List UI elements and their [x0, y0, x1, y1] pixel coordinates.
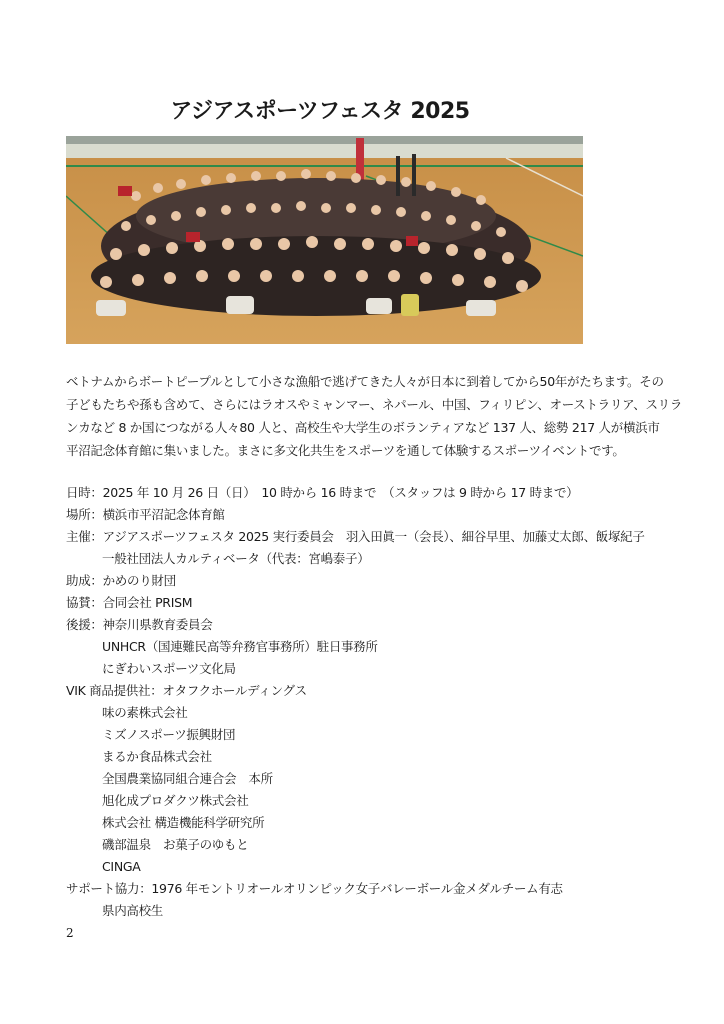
event-details	[66, 482, 666, 922]
event-cooperation-item: 県内高校生	[102, 903, 164, 918]
vik-item: 旭化成プロダクツ株式会社	[102, 793, 249, 808]
vik-item: まるか食品株式会社	[102, 749, 212, 764]
group-photo	[66, 136, 583, 344]
event-vik-provider: VIK 商品提供社：オタフクホールディングス	[66, 683, 307, 698]
intro-line: 平沼記念体育館に集いました。まさに多文化共生をスポーツを通して体験するスポーツイベントです。	[66, 443, 625, 458]
intro-line: ンカなど 8 か国につながる人々80 人と、高校生や大学生のボランティアなど 137 人、総勢 217 人が横浜市	[66, 420, 660, 435]
page-title: アジアスポーツフェスタ 2025	[170, 99, 470, 124]
event-place: 場所：横浜市平沼記念体育館	[66, 507, 225, 522]
intro-line: 子どもたちや孫も含めて、さらにはラオスやミャンマー、ネパール、中国、フィリピン、オーストラリア、スリラ	[66, 397, 683, 412]
vik-item: ミズノスポーツ振興財団	[102, 727, 236, 742]
vik-item: 株式会社 構造機能科学研究所	[102, 815, 265, 830]
vik-item: 磯部温泉 お菓子のゆもと	[102, 837, 249, 852]
event-sponsor: 協賛：合同会社 PRISM	[66, 595, 193, 610]
page-number: 2	[66, 926, 74, 940]
intro-paragraph	[66, 370, 683, 462]
event-support: 後援：神奈川県教育委員会	[66, 617, 213, 632]
event-support-item: にぎわいスポーツ文化局	[102, 661, 236, 676]
event-date: 日時：2025 年 10 月 26 日（日） 10 時から 16 時まで （スタッフは 9 時から 17 時まで）	[66, 485, 579, 500]
event-support-item: UNHCR（国連難民高等弁務官事務所）駐日事務所	[102, 639, 378, 654]
intro-line: ベトナムからボートピープルとして小さな漁船で逃げてきた人々が日本に到着してから50年がたちます。その	[66, 374, 664, 389]
vik-item: 味の素株式会社	[102, 705, 188, 720]
vik-item: 全国農業協同組合連合会 本所	[102, 771, 273, 786]
event-host: 主催：アジアスポーツフェスタ 2025 実行委員会 羽入田眞一（会長）、細谷早里、加藤丈太郎、飯塚紀子	[66, 529, 645, 544]
event-grant: 助成：かめのり財団	[66, 573, 176, 588]
event-host-organization: 一般社団法人カルティベータ（代表：宮嶋泰子）	[102, 551, 370, 566]
group-photo-illustration	[66, 136, 583, 344]
vik-item: CINGA	[102, 859, 141, 874]
event-cooperation: サポート協力：1976 年モントリオールオリンピック女子バレーボール金メダルチーム有志	[66, 881, 563, 896]
